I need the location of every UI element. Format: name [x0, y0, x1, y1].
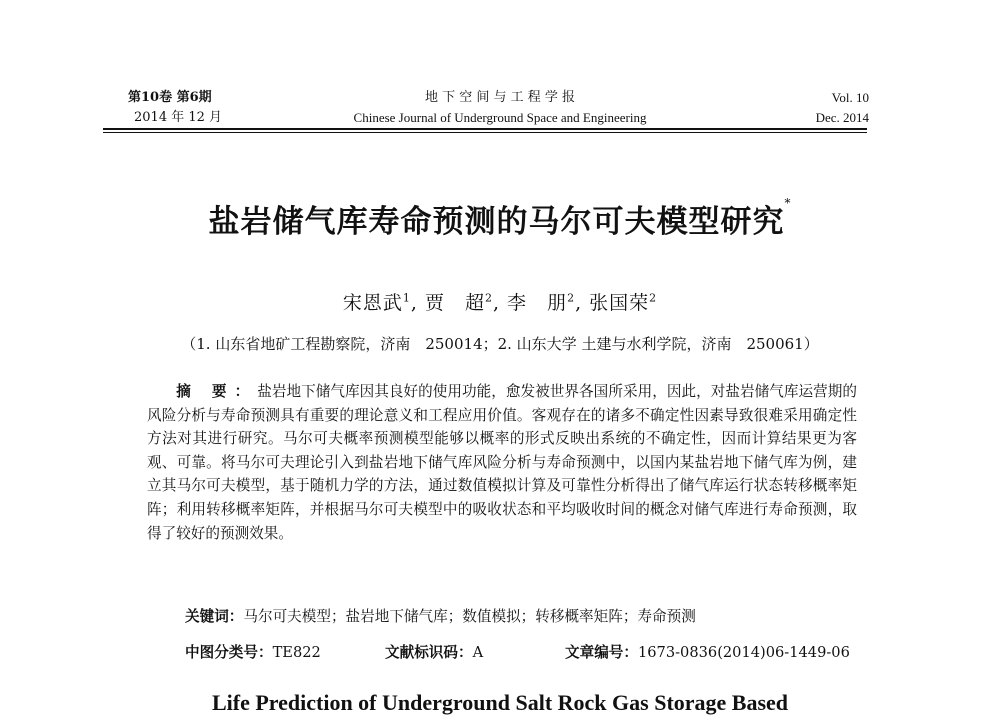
- author-affiliation-mark: 1: [402, 291, 411, 305]
- affiliations: （1. 山东省地矿工程勘察院，济南 250014；2. 山东大学 土建与水利学院，济南 250061）: [181, 335, 819, 353]
- volume-issue: 第10卷 第6期: [128, 90, 212, 105]
- clc-value: TE822: [272, 644, 321, 661]
- journal-name-cn: 地 下 空 间 与 工 程 学 报: [424, 90, 576, 105]
- header-rule-thin: [103, 132, 867, 133]
- title-footnote-mark: *: [784, 196, 792, 210]
- publication-date-cn: 2014 年 12 月: [134, 110, 223, 125]
- keywords-text: 马尔可夫模型；盐岩地下储气库；数值模拟；转移概率矩阵；寿命预测: [243, 608, 696, 625]
- clc-number: [185, 642, 385, 664]
- article-number-label: 文章编号：: [565, 644, 638, 661]
- keywords-label: 关键词：: [185, 608, 244, 625]
- header-center: [290, 88, 710, 128]
- publication-date-en: Dec. 2014: [815, 110, 869, 125]
- clc-label: 中图分类号：: [185, 644, 273, 661]
- keywords: [185, 606, 865, 628]
- author-name: 贾 超: [424, 292, 485, 314]
- abstract-text: 盐岩地下储气库因其良好的使用功能，愈发被世界各国所采用，因此，对盐岩储气库运营期的风险分析与寿命预测具有重要的理论意义和工程应用价值。客观存在的诸多不确定性因素导致很难采用确定性方法对其进行研究。马尔可夫概率预测模型能够以概率的形式反映出系统的不确定性，因而计算结果更为客观、可靠。将马尔可夫理论引入到盐岩地下储气库风险分析与寿命预测中，以国内某盐岩地下储气库为例，建立其马尔可夫模型，基于随机力学的方法，通过数值模拟计算及可靠性分析得出了储气库运行状态转移概率矩阵；利用转移概率矩阵，并根据马尔可夫模型中的吸收状态和平均吸收时间的概念对储气库进行寿命预测，取得了较好的预测效果。: [147, 383, 857, 542]
- document-code-label: 文献标识码：: [385, 644, 473, 661]
- author-affiliation-mark: 2: [567, 291, 576, 305]
- author-list: 宋恩武$^1$, 贾 超$^2$, 李 朋$^2$, 张国荣$^2$: [342, 291, 658, 314]
- abstract-label: 摘 要：: [176, 383, 258, 400]
- author-name: 李 朋: [507, 292, 568, 314]
- abstract: [147, 380, 857, 545]
- volume-en: Vol. 10: [831, 90, 869, 105]
- header-right: [816, 88, 869, 128]
- author-affiliation-mark: 2: [484, 291, 493, 305]
- author-affiliation-mark: 2: [649, 291, 658, 305]
- article-number-value: 1673-0836(2014)06-1449-06: [637, 644, 850, 661]
- header-left: [128, 88, 222, 128]
- header-rule-thick: [103, 128, 867, 130]
- document-code: [385, 642, 565, 664]
- classification-line: [185, 642, 865, 664]
- paper-title: [0, 196, 1000, 241]
- document-code-value: A: [472, 644, 484, 661]
- paper-title-text: 盐岩储气库寿命预测的马尔可夫模型研究: [208, 204, 785, 240]
- article-number: [565, 642, 850, 664]
- author-name: 宋恩武: [342, 292, 403, 314]
- journal-name-en: Chinese Journal of Underground Space and Engineering: [353, 110, 647, 125]
- author-name: 张国荣: [589, 292, 650, 314]
- english-title: Life Prediction of Underground Salt Rock Gas Storage Based: [211, 690, 789, 715]
